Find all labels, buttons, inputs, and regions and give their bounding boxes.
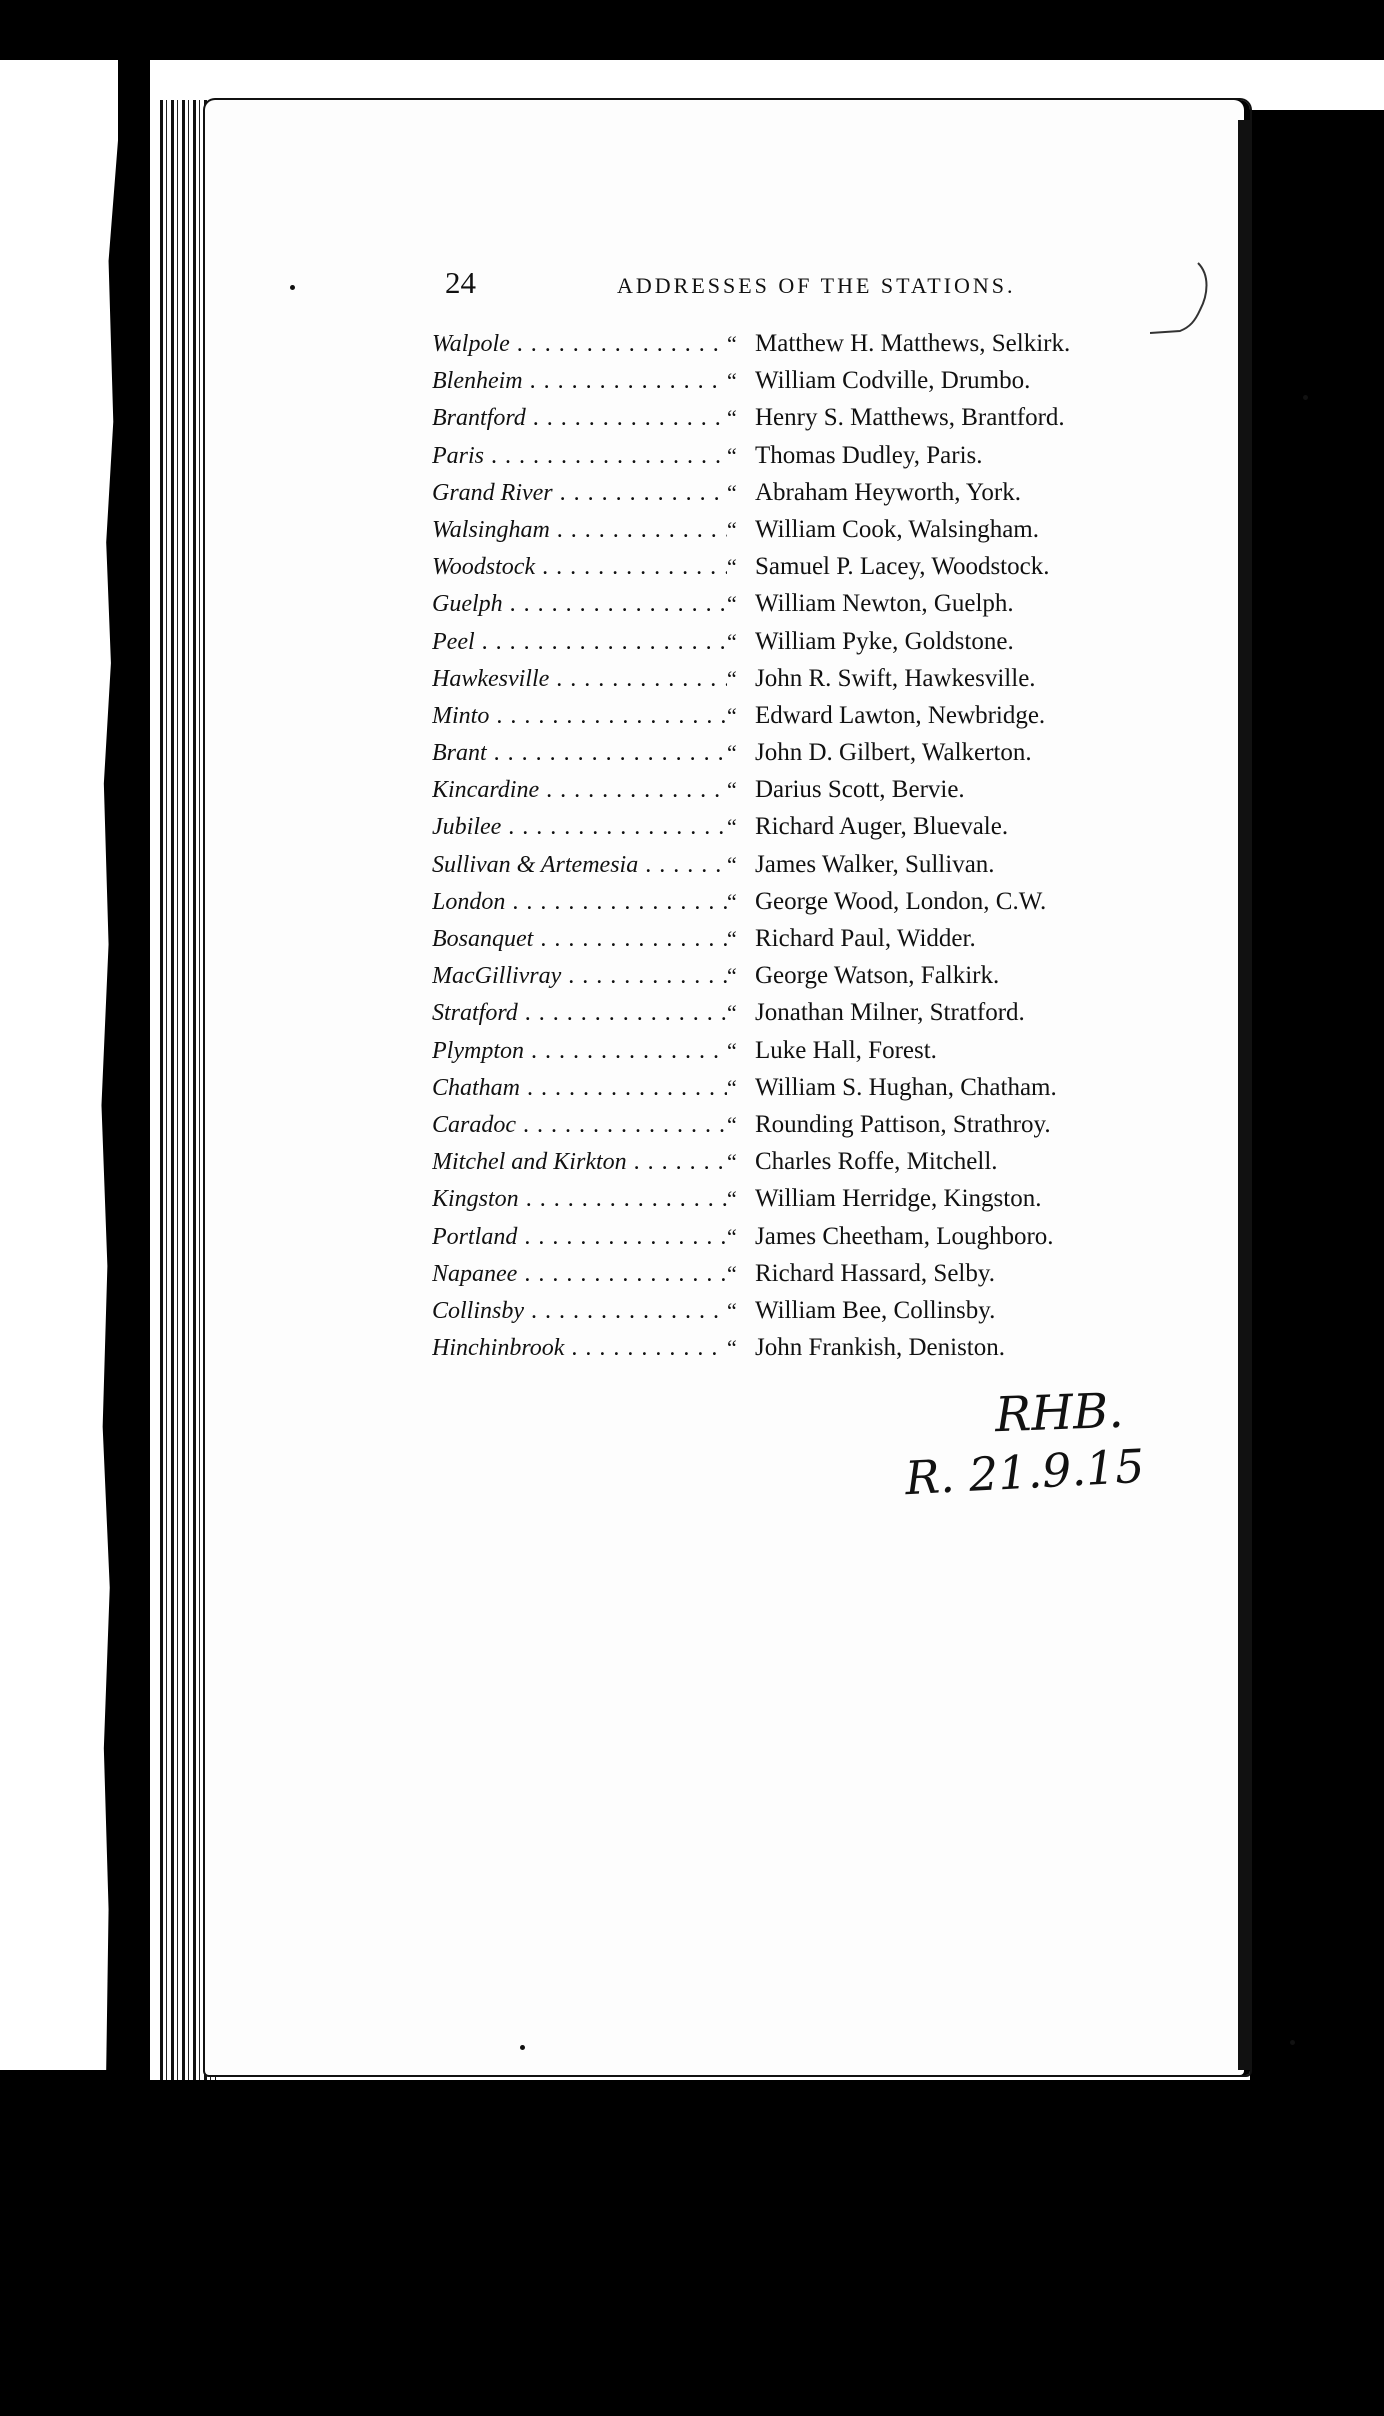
ditto-mark: “	[727, 554, 737, 580]
list-item	[432, 1223, 1212, 1260]
list-item	[432, 367, 1212, 404]
list-item	[432, 1260, 1212, 1297]
station-name: Hinchinbrook . . .	[432, 1335, 727, 1362]
ditto-mark: “	[727, 516, 737, 542]
list-item	[432, 516, 1212, 553]
ditto-mark: “	[727, 405, 737, 431]
list-item	[432, 813, 1212, 850]
ditto-mark: “	[727, 331, 737, 356]
station-name: Mitchel and Kirkton . . .	[432, 1149, 727, 1176]
list-item	[432, 962, 1212, 999]
station-name: Stratford . . .	[432, 1000, 727, 1027]
ditto-mark: “	[727, 888, 737, 914]
station-address: Henry S. Matthews, Brantford.	[755, 404, 1065, 432]
scan-border-top	[0, 0, 1384, 60]
station-name: Kingston . . .	[432, 1186, 727, 1213]
station-name: Caradoc . . .	[432, 1112, 727, 1139]
station-name: Collinsby . . .	[432, 1298, 727, 1325]
ditto-mark: “	[727, 1297, 737, 1323]
station-name: Brantford . . .	[432, 405, 727, 432]
station-name: London . . .	[432, 889, 727, 916]
ditto-mark: “	[727, 1111, 737, 1137]
list-item	[432, 739, 1212, 776]
list-item	[432, 888, 1212, 925]
list-item	[432, 479, 1212, 516]
station-address: John D. Gilbert, Walkerton.	[755, 739, 1032, 767]
handwritten-date: R. 21.9.15	[903, 1438, 1146, 1506]
station-name: Chatham . . .	[432, 1075, 727, 1102]
ditto-mark: “	[727, 665, 737, 691]
station-address: Matthew H. Matthews, Selkirk.	[755, 330, 1071, 357]
facing-page-edge	[0, 60, 118, 2070]
list-item	[432, 553, 1212, 590]
station-address: William Bee, Collinsby.	[755, 1296, 996, 1324]
station-address: John Frankish, Deniston.	[755, 1334, 1005, 1362]
list-item	[432, 925, 1212, 962]
station-name: Paris . . .	[432, 443, 727, 470]
station-name: Blenheim . . .	[432, 368, 727, 395]
station-address: John R. Swift, Hawkesville.	[755, 664, 1036, 692]
station-address: James Cheetham, Loughboro.	[755, 1222, 1054, 1250]
station-name: Napanee . . .	[432, 1261, 727, 1288]
station-address: Rounding Pattison, Strathroy.	[755, 1110, 1051, 1138]
ditto-mark: “	[727, 1186, 737, 1212]
station-address: Abraham Heyworth, York.	[755, 478, 1021, 506]
list-item	[432, 330, 1212, 367]
ditto-mark: “	[727, 1037, 737, 1063]
station-address: Thomas Dudley, Paris.	[755, 441, 983, 469]
ditto-mark: “	[727, 777, 737, 803]
page-gutter-shadow	[1238, 120, 1252, 2070]
list-item	[432, 590, 1212, 627]
ditto-mark: “	[727, 926, 737, 951]
page-header	[445, 265, 1085, 313]
list-item	[432, 404, 1212, 441]
station-address: Richard Auger, Bluevale.	[755, 813, 1009, 841]
station-address: William Codville, Drumbo.	[755, 367, 1031, 395]
station-name: Grand River . . .	[432, 480, 727, 507]
station-address: Richard Paul, Widder.	[755, 925, 976, 952]
ditto-mark: “	[727, 368, 737, 394]
station-address: William Cook, Walsingham.	[755, 515, 1039, 543]
handwritten-initials: RHB.	[994, 1382, 1125, 1444]
ditto-mark: “	[727, 1000, 737, 1026]
station-name: MacGillivray . . .	[432, 963, 727, 990]
station-address: Edward Lawton, Newbridge.	[755, 701, 1046, 729]
page-number: 24	[445, 265, 476, 300]
ditto-mark: “	[727, 740, 737, 766]
ditto-mark: “	[727, 1074, 737, 1100]
station-name: Woodstock . . .	[432, 554, 727, 581]
list-item	[432, 1334, 1212, 1371]
station-name: Walsingham . . .	[432, 517, 727, 544]
station-name: Portland . . .	[432, 1224, 727, 1251]
station-name: Kincardine . . .	[432, 777, 727, 804]
running-title: ADDRESSES OF THE STATIONS.	[617, 273, 1016, 298]
station-address: Luke Hall, Forest.	[755, 1036, 937, 1064]
ditto-mark: “	[727, 442, 737, 468]
station-name: Plympton . . .	[432, 1038, 727, 1065]
list-item	[432, 1074, 1212, 1111]
ditto-mark: “	[727, 591, 737, 617]
station-address: Charles Roffe, Mitchell.	[755, 1148, 998, 1176]
ditto-mark: “	[727, 814, 737, 840]
station-address: William Herridge, Kingston.	[755, 1185, 1042, 1213]
ditto-mark: “	[727, 628, 737, 654]
list-item	[432, 1297, 1212, 1334]
station-name: Minto . . .	[432, 703, 727, 730]
station-address: Darius Scott, Bervie.	[755, 776, 965, 804]
station-name: Walpole . . .	[432, 331, 727, 358]
ditto-mark: “	[727, 1260, 737, 1286]
list-item	[432, 1148, 1212, 1185]
station-address: George Watson, Falkirk.	[755, 962, 1000, 990]
list-item	[432, 776, 1212, 813]
list-item	[432, 665, 1212, 702]
stations-list	[432, 330, 1212, 1371]
station-name: Brant . . .	[432, 740, 727, 767]
station-address: George Wood, London, C.W.	[755, 887, 1047, 915]
station-name: Guelph . . .	[432, 591, 727, 618]
station-address: William Pyke, Goldstone.	[755, 627, 1014, 655]
station-name: Peel . . .	[432, 629, 727, 656]
list-item	[432, 628, 1212, 665]
list-item	[432, 1111, 1212, 1148]
scan-border-bottom	[0, 2080, 1384, 2416]
list-item	[432, 1185, 1212, 1222]
station-address: Samuel P. Lacey, Woodstock.	[755, 553, 1050, 581]
list-item	[432, 999, 1212, 1036]
ditto-mark: “	[727, 851, 737, 877]
station-address: James Walker, Sullivan.	[755, 850, 995, 878]
ditto-mark: “	[727, 479, 737, 505]
station-address: William Newton, Guelph.	[755, 590, 1014, 618]
station-name: Sullivan & Artemesia . . .	[432, 852, 727, 879]
list-item	[432, 442, 1212, 479]
ditto-mark: “	[727, 1223, 737, 1249]
list-item	[432, 1037, 1212, 1074]
station-address: William S. Hughan, Chatham.	[755, 1073, 1057, 1101]
ditto-mark: “	[727, 1335, 737, 1361]
station-name: Bosanquet . . .	[432, 926, 727, 953]
ditto-mark: “	[727, 702, 737, 728]
list-item	[432, 702, 1212, 739]
scan-border-right	[1250, 110, 1384, 2090]
station-address: Richard Hassard, Selby.	[755, 1259, 995, 1287]
list-item	[432, 851, 1212, 888]
station-name: Hawkesville . . .	[432, 666, 727, 693]
ditto-mark: “	[727, 963, 737, 989]
station-name: Jubilee . . .	[432, 814, 727, 841]
ditto-mark: “	[727, 1149, 737, 1175]
station-address: Jonathan Milner, Stratford.	[755, 999, 1025, 1027]
